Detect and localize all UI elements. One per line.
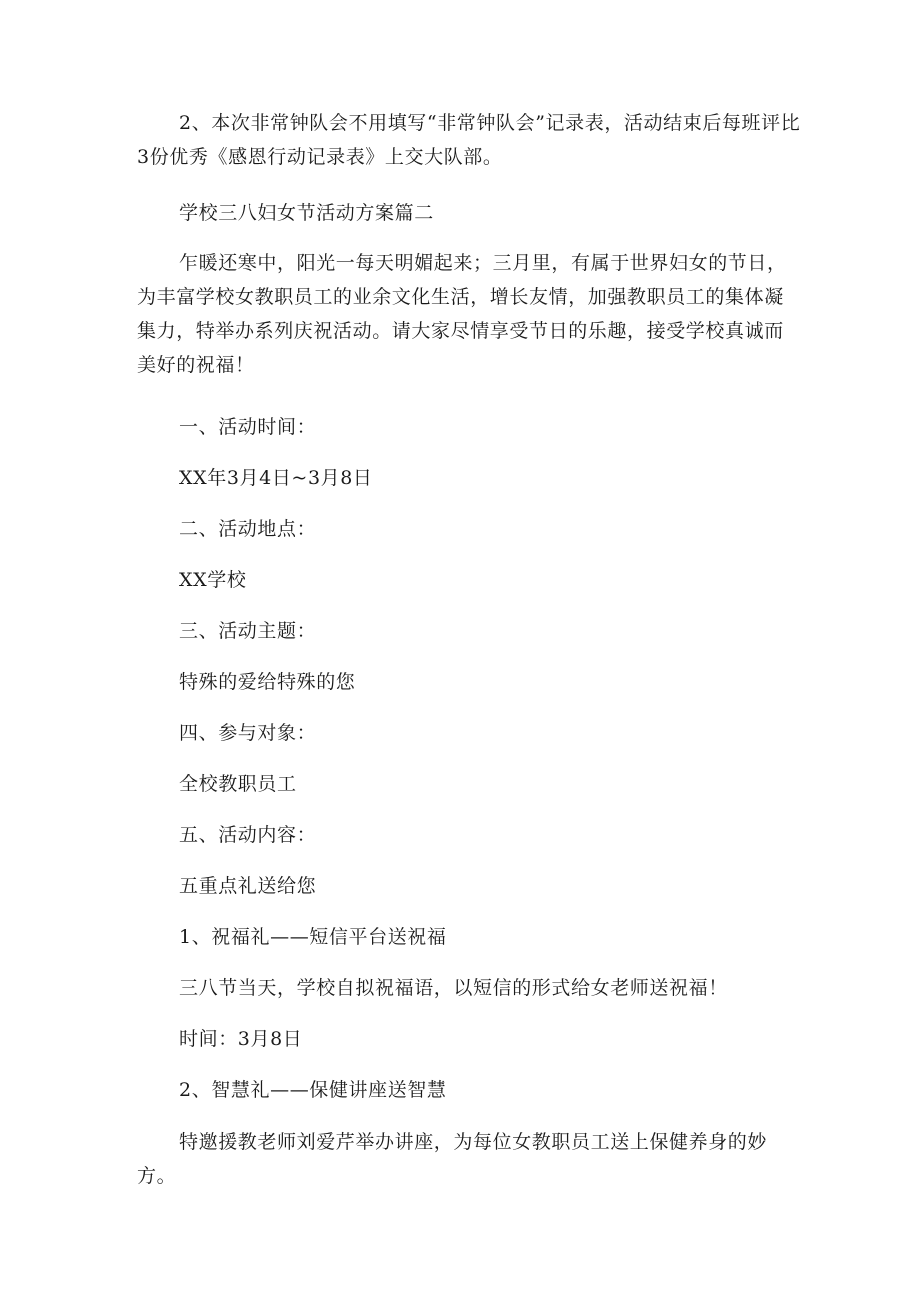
item-2-description: 特邀援教老师刘爱芹举办讲座，为每位女教职员工送上保健养身的妙方。 [137, 1131, 768, 1187]
heading-participants: 四、参与对象： [179, 722, 317, 744]
activity-theme-value: 特殊的爱给特殊的您 [179, 671, 356, 693]
item-1-time: 时间：3月8日 [179, 1028, 303, 1050]
participants-value: 全校教职员工 [179, 773, 297, 795]
paragraph-team-meeting-note: 2、本次非常钟队会不用填写“非常钟队会”记录表，活动结束后每班评比3份优秀《感恩行动记录表》上交大队部。 [137, 112, 801, 168]
heading-activity-time: 一、活动时间： [179, 416, 317, 438]
item-1-description: 三八节当天，学校自拟祝福语，以短信的形式给女老师送祝福！ [179, 977, 728, 999]
heading-activity-theme: 三、活动主题： [179, 620, 317, 642]
section-heading: 学校三八妇女节活动方案篇二 [179, 202, 434, 224]
activity-location-value: XX学校 [179, 569, 247, 591]
activity-content-summary: 五重点礼送给您 [179, 875, 317, 897]
paragraph-introduction: 乍暖还寒中，阳光一每天明媚起来；三月里，有属于世界妇女的节日，为丰富学校女教职员工的业余文化生活，增长友情，加强教职员工的集体凝集力，特举办系列庆祝活动。请大家尽情享受节日的乐趣，接受学校真诚而美好的祝福！ [137, 252, 787, 376]
heading-activity-location: 二、活动地点： [179, 518, 317, 540]
item-2-title: 2、智慧礼——保健讲座送智慧 [179, 1079, 447, 1101]
heading-activity-content: 五、活动内容： [179, 824, 317, 846]
item-1-title: 1、祝福礼——短信平台送祝福 [179, 926, 447, 948]
activity-time-value: XX年3月4日~3月8日 [179, 467, 373, 489]
